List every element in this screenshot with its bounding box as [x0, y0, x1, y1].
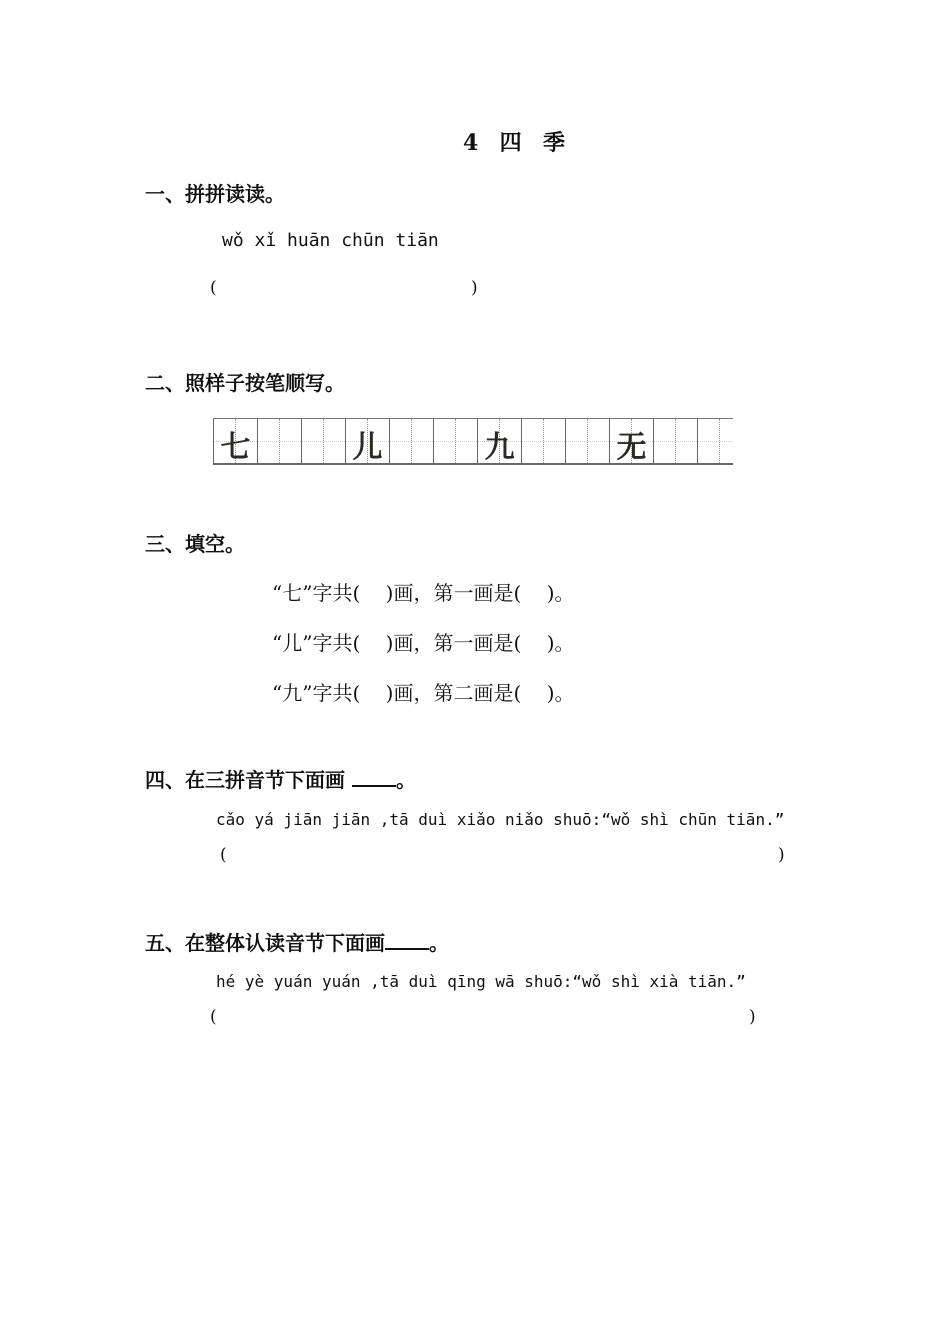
fill-line-1: “七”字共( )画，第一画是( )。: [272, 581, 575, 605]
grid-char-wu: 无: [616, 430, 647, 465]
section-1-heading: 一、拼拼读读。: [145, 182, 285, 206]
grid-char-qi: 七: [220, 430, 251, 465]
section-4-paren-open: (: [220, 845, 227, 865]
underline-sample: [385, 934, 429, 950]
section-1-paren-open: (: [210, 278, 217, 298]
section-1-pinyin: wǒ xǐ huān chūn tiān: [222, 230, 439, 251]
section-3-heading: 三、填空。: [145, 532, 245, 556]
section-5-pinyin: hé yè yuán yuán ,tā duì qīng wā shuō:“wǒ shì xià tiān.”: [216, 972, 746, 991]
writing-grid: [213, 418, 733, 465]
underline-sample: [352, 771, 396, 787]
section-5-heading: 五、在整体认读音节下面画 。: [145, 931, 449, 955]
section-5-paren-close: ): [749, 1007, 756, 1027]
section-4-heading: 四、在三拼音节下面画 。: [145, 768, 416, 792]
page-title: 4 四 季: [463, 130, 567, 156]
grid-char-er: 儿: [352, 430, 383, 465]
grid-char-jiu: 九: [484, 430, 515, 465]
section-2-heading: 二、照样子按笔顺写。: [145, 371, 345, 395]
fill-line-3: “九”字共( )画，第二画是( )。: [272, 681, 575, 705]
section-4-paren-close: ): [778, 845, 785, 865]
fill-line-2: “儿”字共( )画，第一画是( )。: [272, 631, 575, 655]
section-5-paren-open: (: [210, 1007, 217, 1027]
section-4-pinyin: cǎo yá jiān jiān ,tā duì xiǎo niǎo shuō:“wǒ shì chūn tiān.”: [216, 810, 785, 829]
section-1-paren-close: ): [471, 278, 478, 298]
